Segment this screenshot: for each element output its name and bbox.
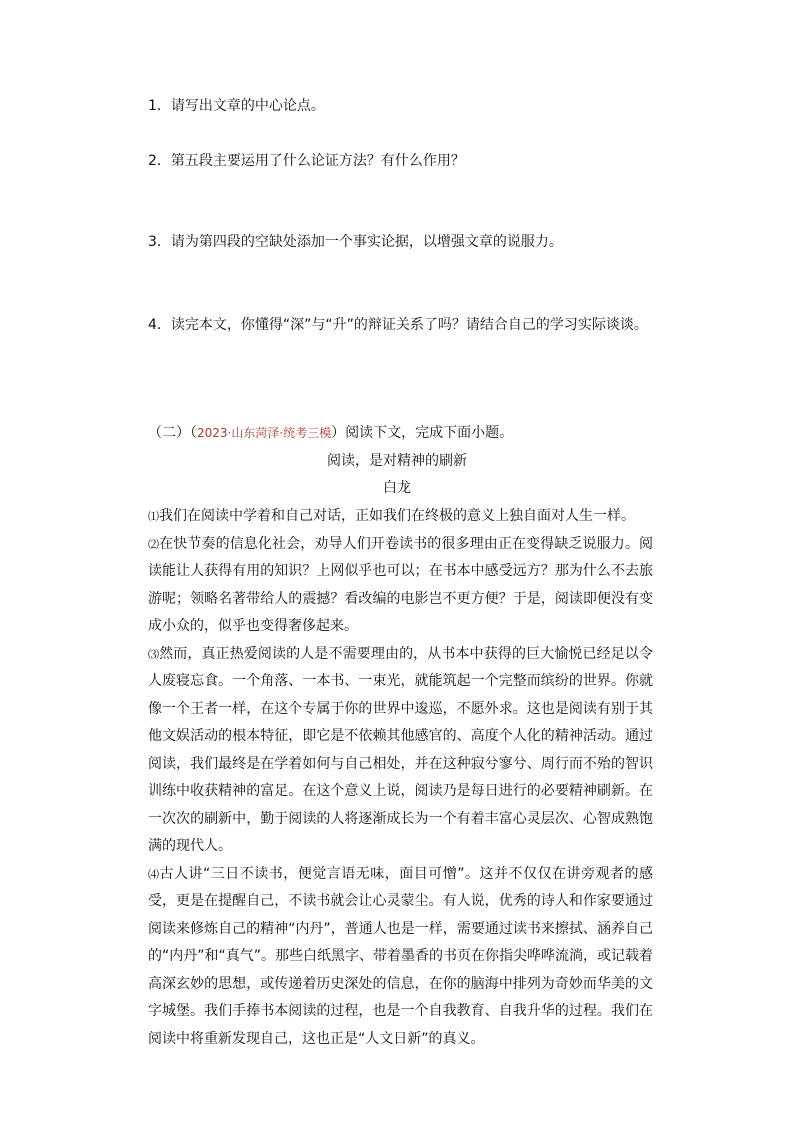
article-author: 白龙 bbox=[383, 480, 411, 496]
paragraph-text: 我们在阅读中学着和自己对话，正如我们在终极的意义上独自面对人生一样。 bbox=[159, 508, 635, 524]
question-2 bbox=[148, 151, 465, 171]
paragraph-4 bbox=[148, 861, 653, 1054]
question-number: 3． bbox=[148, 234, 171, 250]
paragraph-text: 古人讲“三日不读书，便觉言语无味，面目可憎”。这并不仅仅在讲旁观者的感受，更是在提醒自己，不读书就会让心灵蒙尘。有人说，优秀的诗人和作家要通过阅读来修炼自己的精神“内丹”，普通人也是一样，需要通过读书来擦拭、涵养自己的“内丹”和“真气”。那些白纸黑字、带着墨香的书页在你指尖哗哗流淌，或记载着高深玄妙的思想，或传递着历史深处的信息，在你的脑海中排列为奇妙而华美的文字城堡。我们手捧书本阅读的过程，也是一个自我教育、自我升华的过程。我们在阅读中将重新发现自己，这也正是“人文日新”的真义。 bbox=[148, 865, 654, 1047]
question-number: 2． bbox=[148, 153, 171, 169]
paragraph-1 bbox=[148, 503, 653, 531]
question-text: 第五段主要运用了什么论证方法？有什么作用？ bbox=[170, 153, 465, 169]
article-body bbox=[148, 503, 653, 1053]
question-4 bbox=[148, 315, 648, 335]
question-number: 4． bbox=[148, 317, 171, 333]
question-3 bbox=[148, 232, 563, 252]
paragraph-text: 在快节奏的信息化社会，劝导人们开卷读书的很多理由正在变得缺乏说服力。阅读能让人获得有用的知识？上网似乎也可以；在书本中感受远方？那为什么不去旅游呢；领略名著带给人的震撼？看改编的电影岂不更方便？于是，阅读即便没有变成小众的，似乎也变得奢侈起来。 bbox=[148, 535, 654, 634]
paragraph-3 bbox=[148, 641, 653, 861]
question-1 bbox=[148, 96, 325, 116]
paragraph-number: ⑵ bbox=[148, 537, 160, 551]
paragraph-number: ⑴ bbox=[148, 510, 159, 523]
question-number: 1． bbox=[148, 98, 171, 114]
paragraph-2 bbox=[148, 531, 653, 641]
paragraph-number: ⑶ bbox=[148, 647, 160, 661]
question-text: 读完本文，你懂得“深”与“升”的辩证关系了吗？请结合自己的学习实际谈谈。 bbox=[170, 317, 648, 333]
section-prefix: （二）（ bbox=[148, 425, 197, 441]
paragraph-number: ⑷ bbox=[148, 867, 160, 881]
section-heading bbox=[148, 423, 513, 443]
article-title: 阅读，是对精神的刷新 bbox=[327, 453, 467, 469]
question-text: 请为第四段的空缺处添加一个事实论据，以增强文章的说服力。 bbox=[170, 234, 563, 250]
question-text: 请写出文章的中心论点。 bbox=[170, 98, 325, 114]
paragraph-text: 然而，真正热爱阅读的人是不需要理由的，从书本中获得的巨大愉悦已经足以令人废寝忘食。一个角落、一本书、一束光，就能筑起一个完整而缤纷的世界。你就像一个王者一样，在这个专属于你的世界中逡巡，不愿外求。这也是阅读有别于其他文娱活动的根本特征，即它是不依赖其他感官的、高度个人化的精神活动。通过阅读，我们最终是在学着如何与自己相处，并在这种寂兮寥兮、周行而不殆的智识训练中收获精神的富足。在这个意义上说，阅读乃是每日进行的必要精神刷新。在一次次的刷新中，勤于阅读的人将逐渐成长为一个有着丰富心灵层次、心智成熟饱满的现代人。 bbox=[148, 645, 654, 854]
section-suffix: ）阅读下文，完成下面小题。 bbox=[331, 425, 514, 441]
section-source: 2023·山东菏泽·统考三模 bbox=[197, 426, 332, 440]
